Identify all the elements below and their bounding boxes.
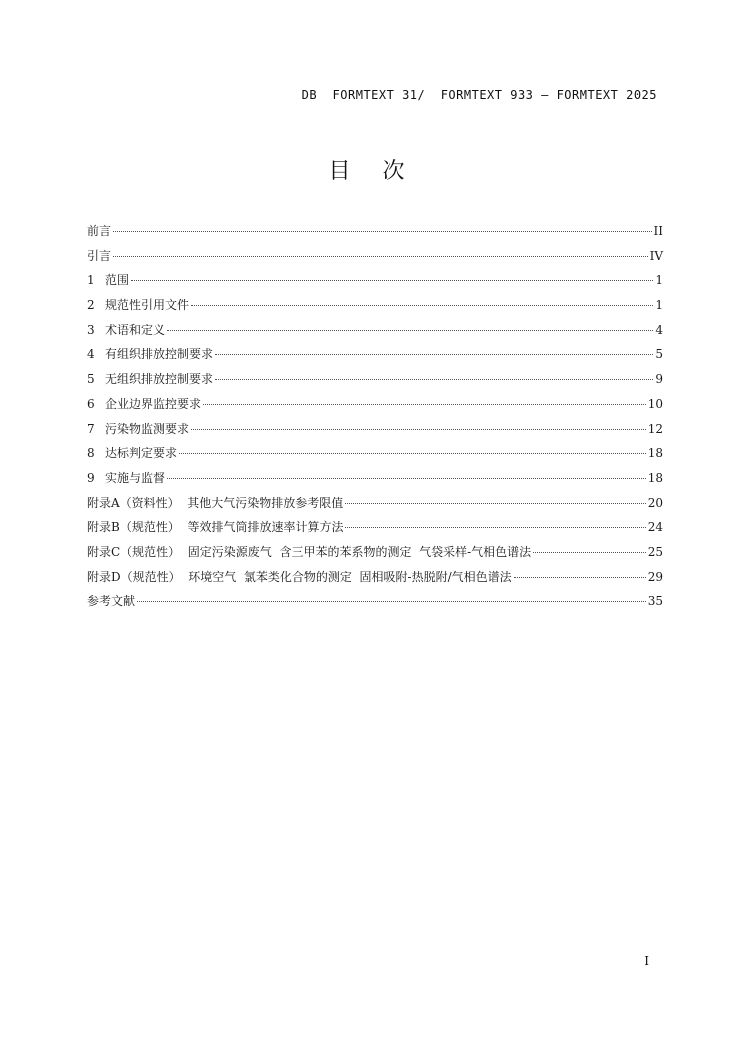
toc-entry-page: 1 (655, 273, 663, 288)
toc-title: 目次 (328, 159, 437, 184)
toc-entry[interactable] (87, 318, 663, 343)
toc-entry-page: 25 (647, 544, 663, 559)
toc-entry-number: 6 (87, 396, 95, 411)
toc-entry-number: 5 (87, 372, 95, 387)
toc-entry[interactable] (87, 417, 663, 442)
toc-dot-leader (533, 552, 646, 553)
page-number: I (644, 954, 649, 968)
toc-entry[interactable] (87, 515, 663, 540)
toc-entry-page: 18 (647, 446, 663, 461)
toc-dot-leader (179, 453, 646, 454)
toc-entry-page: 5 (655, 347, 663, 362)
toc-dot-leader (131, 280, 653, 281)
toc-entry-number: 1 (87, 273, 95, 288)
toc-entry-title: 有组织排放控制要求 (105, 347, 214, 362)
toc-dot-leader (203, 404, 646, 405)
toc-entry-title: 企业边界监控要求 (105, 396, 202, 411)
toc-entry[interactable] (87, 244, 663, 269)
toc-entry-title: 实施与监督 (105, 470, 166, 485)
toc-entry-number: 4 (87, 347, 95, 362)
table-of-contents (87, 219, 663, 614)
toc-entry[interactable] (87, 540, 663, 565)
toc-entry-page: 20 (647, 495, 663, 510)
toc-entry-page: II (653, 224, 663, 238)
toc-entry-page: 10 (647, 396, 663, 411)
toc-entry-title: 术语和定义 (105, 322, 166, 337)
toc-entry-page: 18 (647, 470, 663, 485)
toc-entry-page: 35 (647, 594, 663, 609)
toc-entry[interactable] (87, 268, 663, 293)
toc-entry-title: 污染物监测要求 (105, 421, 190, 436)
toc-entry-number: 2 (87, 298, 95, 313)
toc-entry-number: 8 (87, 446, 95, 461)
toc-entry-title: 范围 (105, 273, 130, 288)
toc-entry[interactable] (87, 466, 663, 491)
toc-entry-title: 无组织排放控制要求 (105, 372, 214, 387)
toc-entry-title: 达标判定要求 (105, 446, 178, 461)
toc-entry-number: 3 (87, 322, 95, 337)
toc-dot-leader (113, 231, 652, 232)
toc-entry[interactable] (87, 367, 663, 392)
toc-entry[interactable] (87, 589, 663, 614)
toc-entry-page: 1 (655, 298, 663, 313)
toc-dot-leader (167, 478, 646, 479)
toc-dot-leader (215, 354, 653, 355)
toc-dot-leader (215, 379, 653, 380)
toc-entry-title: 参考文献 (87, 594, 136, 609)
toc-dot-leader (113, 256, 648, 257)
toc-entry-page: 12 (647, 421, 663, 436)
toc-dot-leader (345, 527, 645, 528)
toc-entry-title: 附录C（规范性） 固定污染源废气 含三甲苯的苯系物的测定 气袋采样-气相色谱法 (87, 544, 532, 559)
toc-entry-page: IV (649, 248, 663, 263)
standard-code-header: DB FORMTEXT 31/ FORMTEXT 933 — FORMTEXT 2025 (301, 88, 657, 102)
toc-entry-title: 规范性引用文件 (105, 298, 190, 313)
toc-entry-number: 7 (87, 421, 95, 436)
toc-entry-title: 引言 (87, 248, 112, 263)
toc-entry-title: 附录B（规范性） 等效排气筒排放速率计算方法 (87, 520, 344, 535)
toc-entry[interactable] (87, 441, 663, 466)
toc-entry-title: 前言 (87, 224, 112, 238)
toc-entry-page: 24 (647, 520, 663, 535)
toc-dot-leader (345, 503, 645, 504)
toc-entry-page: 4 (655, 322, 663, 337)
toc-entry-number: 9 (87, 470, 95, 485)
toc-entry-title: 附录A（资料性） 其他大气污染物排放参考限值 (87, 495, 344, 510)
toc-entry-page: 9 (655, 372, 663, 387)
toc-entry-page: 29 (647, 569, 663, 584)
toc-entry[interactable] (87, 565, 663, 590)
toc-entry[interactable] (87, 293, 663, 318)
toc-dot-leader (191, 429, 646, 430)
toc-dot-leader (191, 305, 653, 306)
toc-dot-leader (167, 330, 653, 331)
toc-dot-leader (514, 577, 646, 578)
toc-entry[interactable] (87, 392, 663, 417)
toc-dot-leader (137, 601, 646, 602)
toc-entry[interactable] (87, 342, 663, 367)
toc-entry-title: 附录D（规范性） 环境空气 氯苯类化合物的测定 固相吸附-热脱附/气相色谱法 (87, 569, 512, 584)
toc-entry[interactable] (87, 491, 663, 516)
toc-entry[interactable] (87, 219, 663, 244)
